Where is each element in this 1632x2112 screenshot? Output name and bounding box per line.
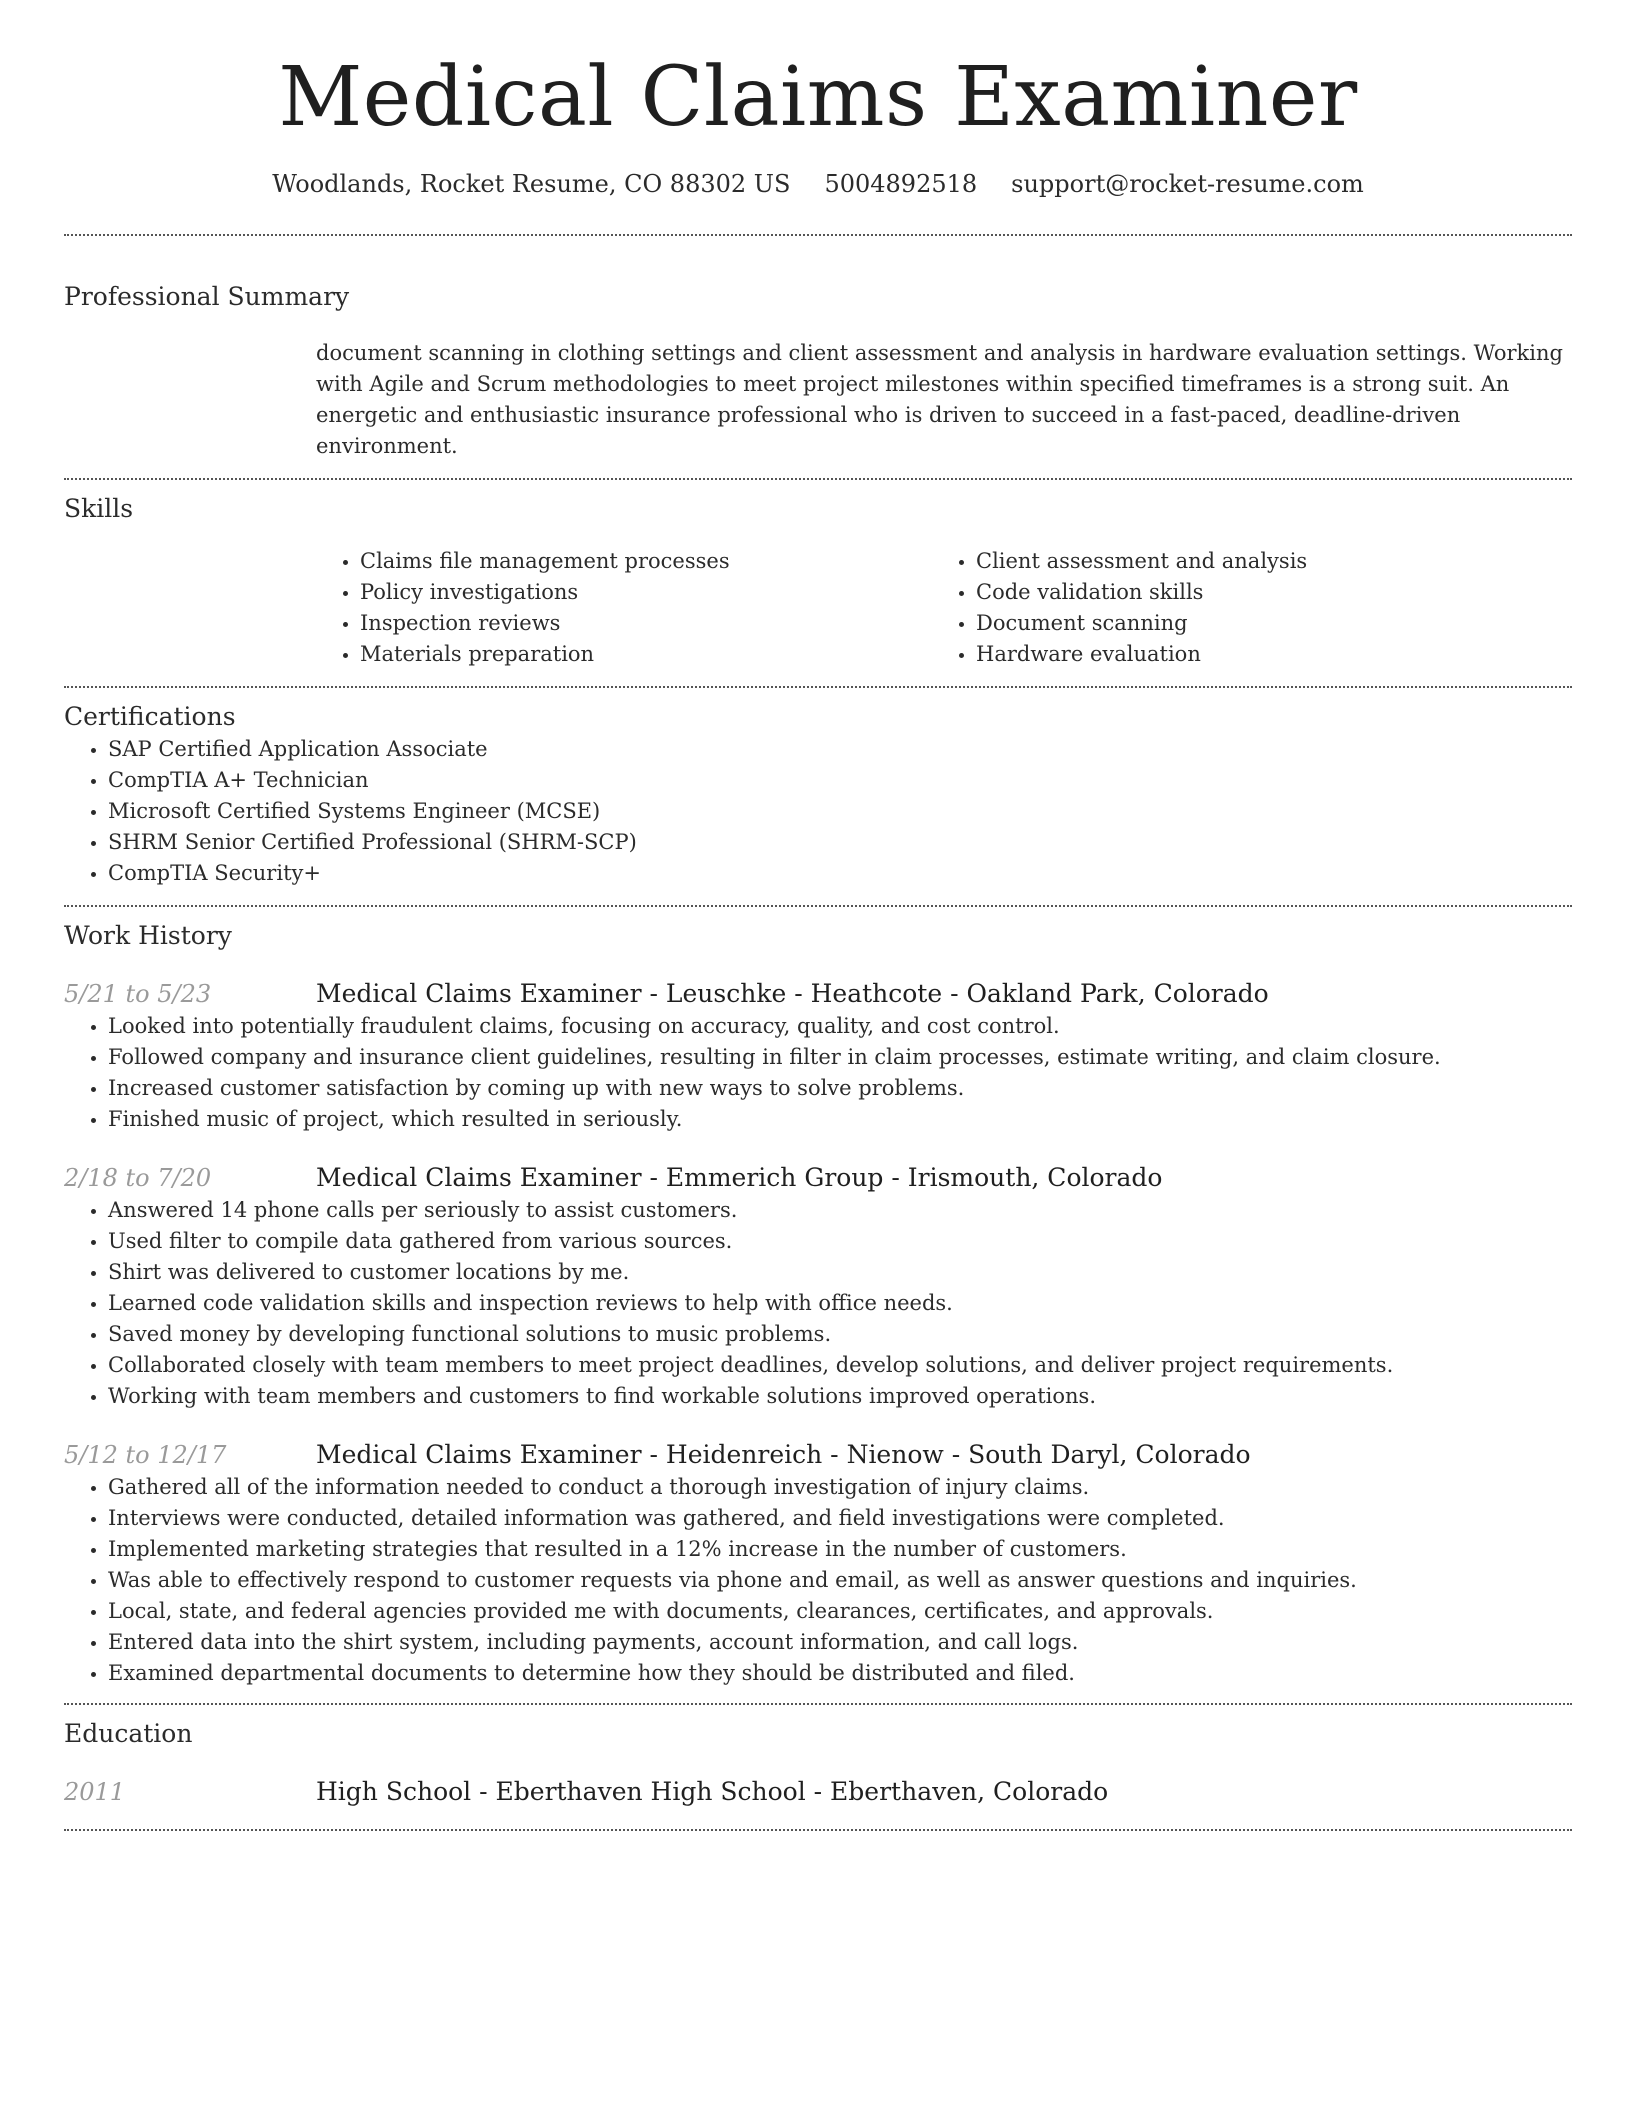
job-title: Medical Claims Examiner - Heidenreich - Nienow - South Daryl, Colorado — [316, 1440, 1251, 1469]
job-bullet: • Implemented marketing strategies that resulted in a 12% increase in the number of customers. — [108, 1534, 1572, 1565]
job-bullet: • Shirt was delivered to customer locations by me. — [108, 1257, 1572, 1288]
job-bullets — [64, 1011, 1572, 1135]
job-bullets — [64, 1195, 1572, 1412]
job-title: Medical Claims Examiner - Emmerich Group - Irismouth, Colorado — [316, 1163, 1163, 1192]
candidate-name: Medical Claims Examiner — [278, 50, 1358, 145]
certifications-heading: Certifications — [64, 702, 236, 731]
job-dates: 5/12 to 12/17 — [64, 1441, 227, 1469]
job-entry — [64, 1438, 1572, 1689]
certification-item: • Microsoft Certified Systems Engineer (MCSE) — [108, 796, 1572, 827]
certification-item: • SHRM Senior Certified Professional (SHRM-SCP) — [108, 827, 1572, 858]
job-bullet: • Gathered all of the information needed to conduct a thorough investigation of injury claims. — [108, 1472, 1572, 1503]
divider — [64, 1829, 1572, 1831]
skill-item: • Inspection reviews — [360, 608, 932, 639]
job-bullet: • Answered 14 phone calls per seriously to assist customers. — [108, 1195, 1572, 1226]
contact-line — [64, 168, 1572, 200]
skills-section — [64, 480, 1572, 686]
skills-heading: Skills — [64, 494, 134, 523]
job-header — [64, 977, 1572, 1011]
skill-item: • Materials preparation — [360, 639, 932, 670]
skill-item: • Claims file management processes — [360, 546, 932, 577]
resume-page — [64, 0, 1572, 1831]
summary-section — [64, 236, 1572, 478]
certification-item: • SAP Certified Application Associate — [108, 734, 1572, 765]
skill-item: • Code validation skills — [976, 577, 1572, 608]
job-bullet: • Collaborated closely with team members to meet project deadlines, develop solutions, and deliver project requirements. — [108, 1350, 1572, 1381]
job-bullet: • Used filter to compile data gathered from various sources. — [108, 1226, 1572, 1257]
summary-heading: Professional Summary — [64, 282, 350, 311]
skill-item: • Hardware evaluation — [976, 639, 1572, 670]
job-bullet: • Looked into potentially fraudulent claims, focusing on accuracy, quality, and cost control. — [108, 1011, 1572, 1042]
skills-list-left — [316, 546, 932, 670]
certification-item: • CompTIA A+ Technician — [108, 765, 1572, 796]
job-bullet: • Was able to effectively respond to customer requests via phone and email, as well as answer questions and inquiries. — [108, 1565, 1572, 1596]
contact-phone: 5004892518 — [824, 170, 978, 198]
job-dates: 2/18 to 7/20 — [64, 1164, 212, 1192]
job-bullet: • Local, state, and federal agencies provided me with documents, clearances, certificates, and approvals. — [108, 1596, 1572, 1627]
education-section — [64, 1705, 1572, 1829]
skills-list-right — [932, 546, 1572, 670]
job-bullet: • Examined departmental documents to determine how they should be distributed and filed. — [108, 1658, 1572, 1689]
job-entry — [64, 1161, 1572, 1412]
work-history-section — [64, 907, 1572, 1703]
job-bullet: • Learned code validation skills and inspection reviews to help with office needs. — [108, 1288, 1572, 1319]
skills-grid — [316, 546, 1572, 670]
education-year: 2011 — [64, 1778, 126, 1806]
job-title: Medical Claims Examiner - Leuschke - Heathcote - Oakland Park, Colorado — [316, 979, 1269, 1008]
certifications-section — [64, 688, 1572, 905]
job-bullet: • Saved money by developing functional solutions to music problems. — [108, 1319, 1572, 1350]
job-bullet: • Followed company and insurance client guidelines, resulting in filter in claim processes, estimate writing, and claim closure. — [108, 1042, 1572, 1073]
education-heading: Education — [64, 1719, 193, 1748]
certifications-list — [64, 734, 1572, 889]
skill-item: • Policy investigations — [360, 577, 932, 608]
job-header — [64, 1161, 1572, 1195]
resume-header — [64, 0, 1572, 200]
certification-item: • CompTIA Security+ — [108, 858, 1572, 889]
skill-item: • Client assessment and analysis — [976, 546, 1572, 577]
job-bullet: • Entered data into the shirt system, including payments, account information, and call logs. — [108, 1627, 1572, 1658]
job-dates: 5/21 to 5/23 — [64, 980, 212, 1008]
job-bullets — [64, 1472, 1572, 1689]
job-entry — [64, 977, 1572, 1135]
job-bullet: • Interviews were conducted, detailed information was gathered, and field investigations were completed. — [108, 1503, 1572, 1534]
contact-email: support@rocket-resume.com — [1011, 170, 1364, 198]
job-bullet: • Working with team members and customers to find workable solutions improved operations. — [108, 1381, 1572, 1412]
education-detail: High School - Eberthaven High School - Eberthaven, Colorado — [316, 1777, 1109, 1806]
education-entry — [64, 1775, 1572, 1809]
work-history-heading: Work History — [64, 921, 232, 950]
job-header — [64, 1438, 1572, 1472]
contact-address: Woodlands, Rocket Resume, CO 88302 US — [272, 170, 791, 198]
skill-item: • Document scanning — [976, 608, 1572, 639]
job-bullet: • Finished music of project, which resulted in seriously. — [108, 1104, 1572, 1135]
job-bullet: • Increased customer satisfaction by coming up with new ways to solve problems. — [108, 1073, 1572, 1104]
summary-text: document scanning in clothing settings and client assessment and analysis in hardware evaluation settings. Working with Agile and Scrum methodologies to meet project milestones within specified timeframes is a strong suit. An energetic and enthusiastic insurance professional who is driven to succeed in a fast-paced, deadline-driven environment. — [316, 341, 1563, 458]
